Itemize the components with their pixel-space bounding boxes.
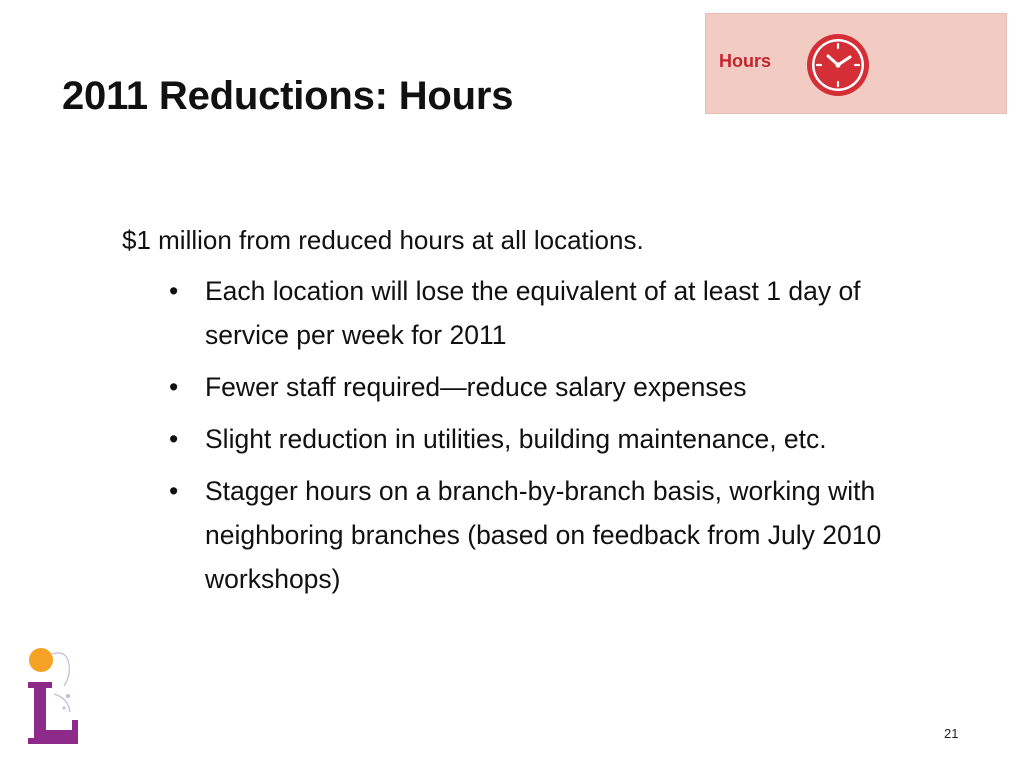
bullet-marker: • <box>169 371 179 402</box>
hours-badge <box>705 13 1007 114</box>
lead-statement: $1 million from reduced hours at all locations. <box>122 225 644 255</box>
bullet-text: Fewer staff required—reduce salary expenses <box>205 371 747 402</box>
bullet-text: Slight reduction in utilities, building maintenance, etc. <box>205 423 827 454</box>
bullet-list <box>122 269 942 601</box>
bullet-item <box>169 417 942 461</box>
bullet-marker: • <box>169 275 179 306</box>
bullet-text: Stagger hours on a branch-by-branch basis, working with neighboring branches (based on feedback from July 2010 workshops) <box>205 475 882 594</box>
clock-icon <box>805 32 871 98</box>
bullet-text: Each location will lose the equivalent of at least 1 day of service per week for 2011 <box>205 275 861 350</box>
bullet-item <box>169 365 942 409</box>
library-logo <box>24 646 80 748</box>
bullet-item <box>169 469 942 601</box>
bullet-marker: • <box>169 475 179 506</box>
bullet-marker: • <box>169 423 179 454</box>
slide-body <box>122 224 942 609</box>
page-number: 21 <box>944 726 959 741</box>
bullet-item <box>169 269 942 357</box>
hours-badge-label: Hours <box>719 51 772 71</box>
slide-title: 2011 Reductions: Hours <box>62 74 514 118</box>
